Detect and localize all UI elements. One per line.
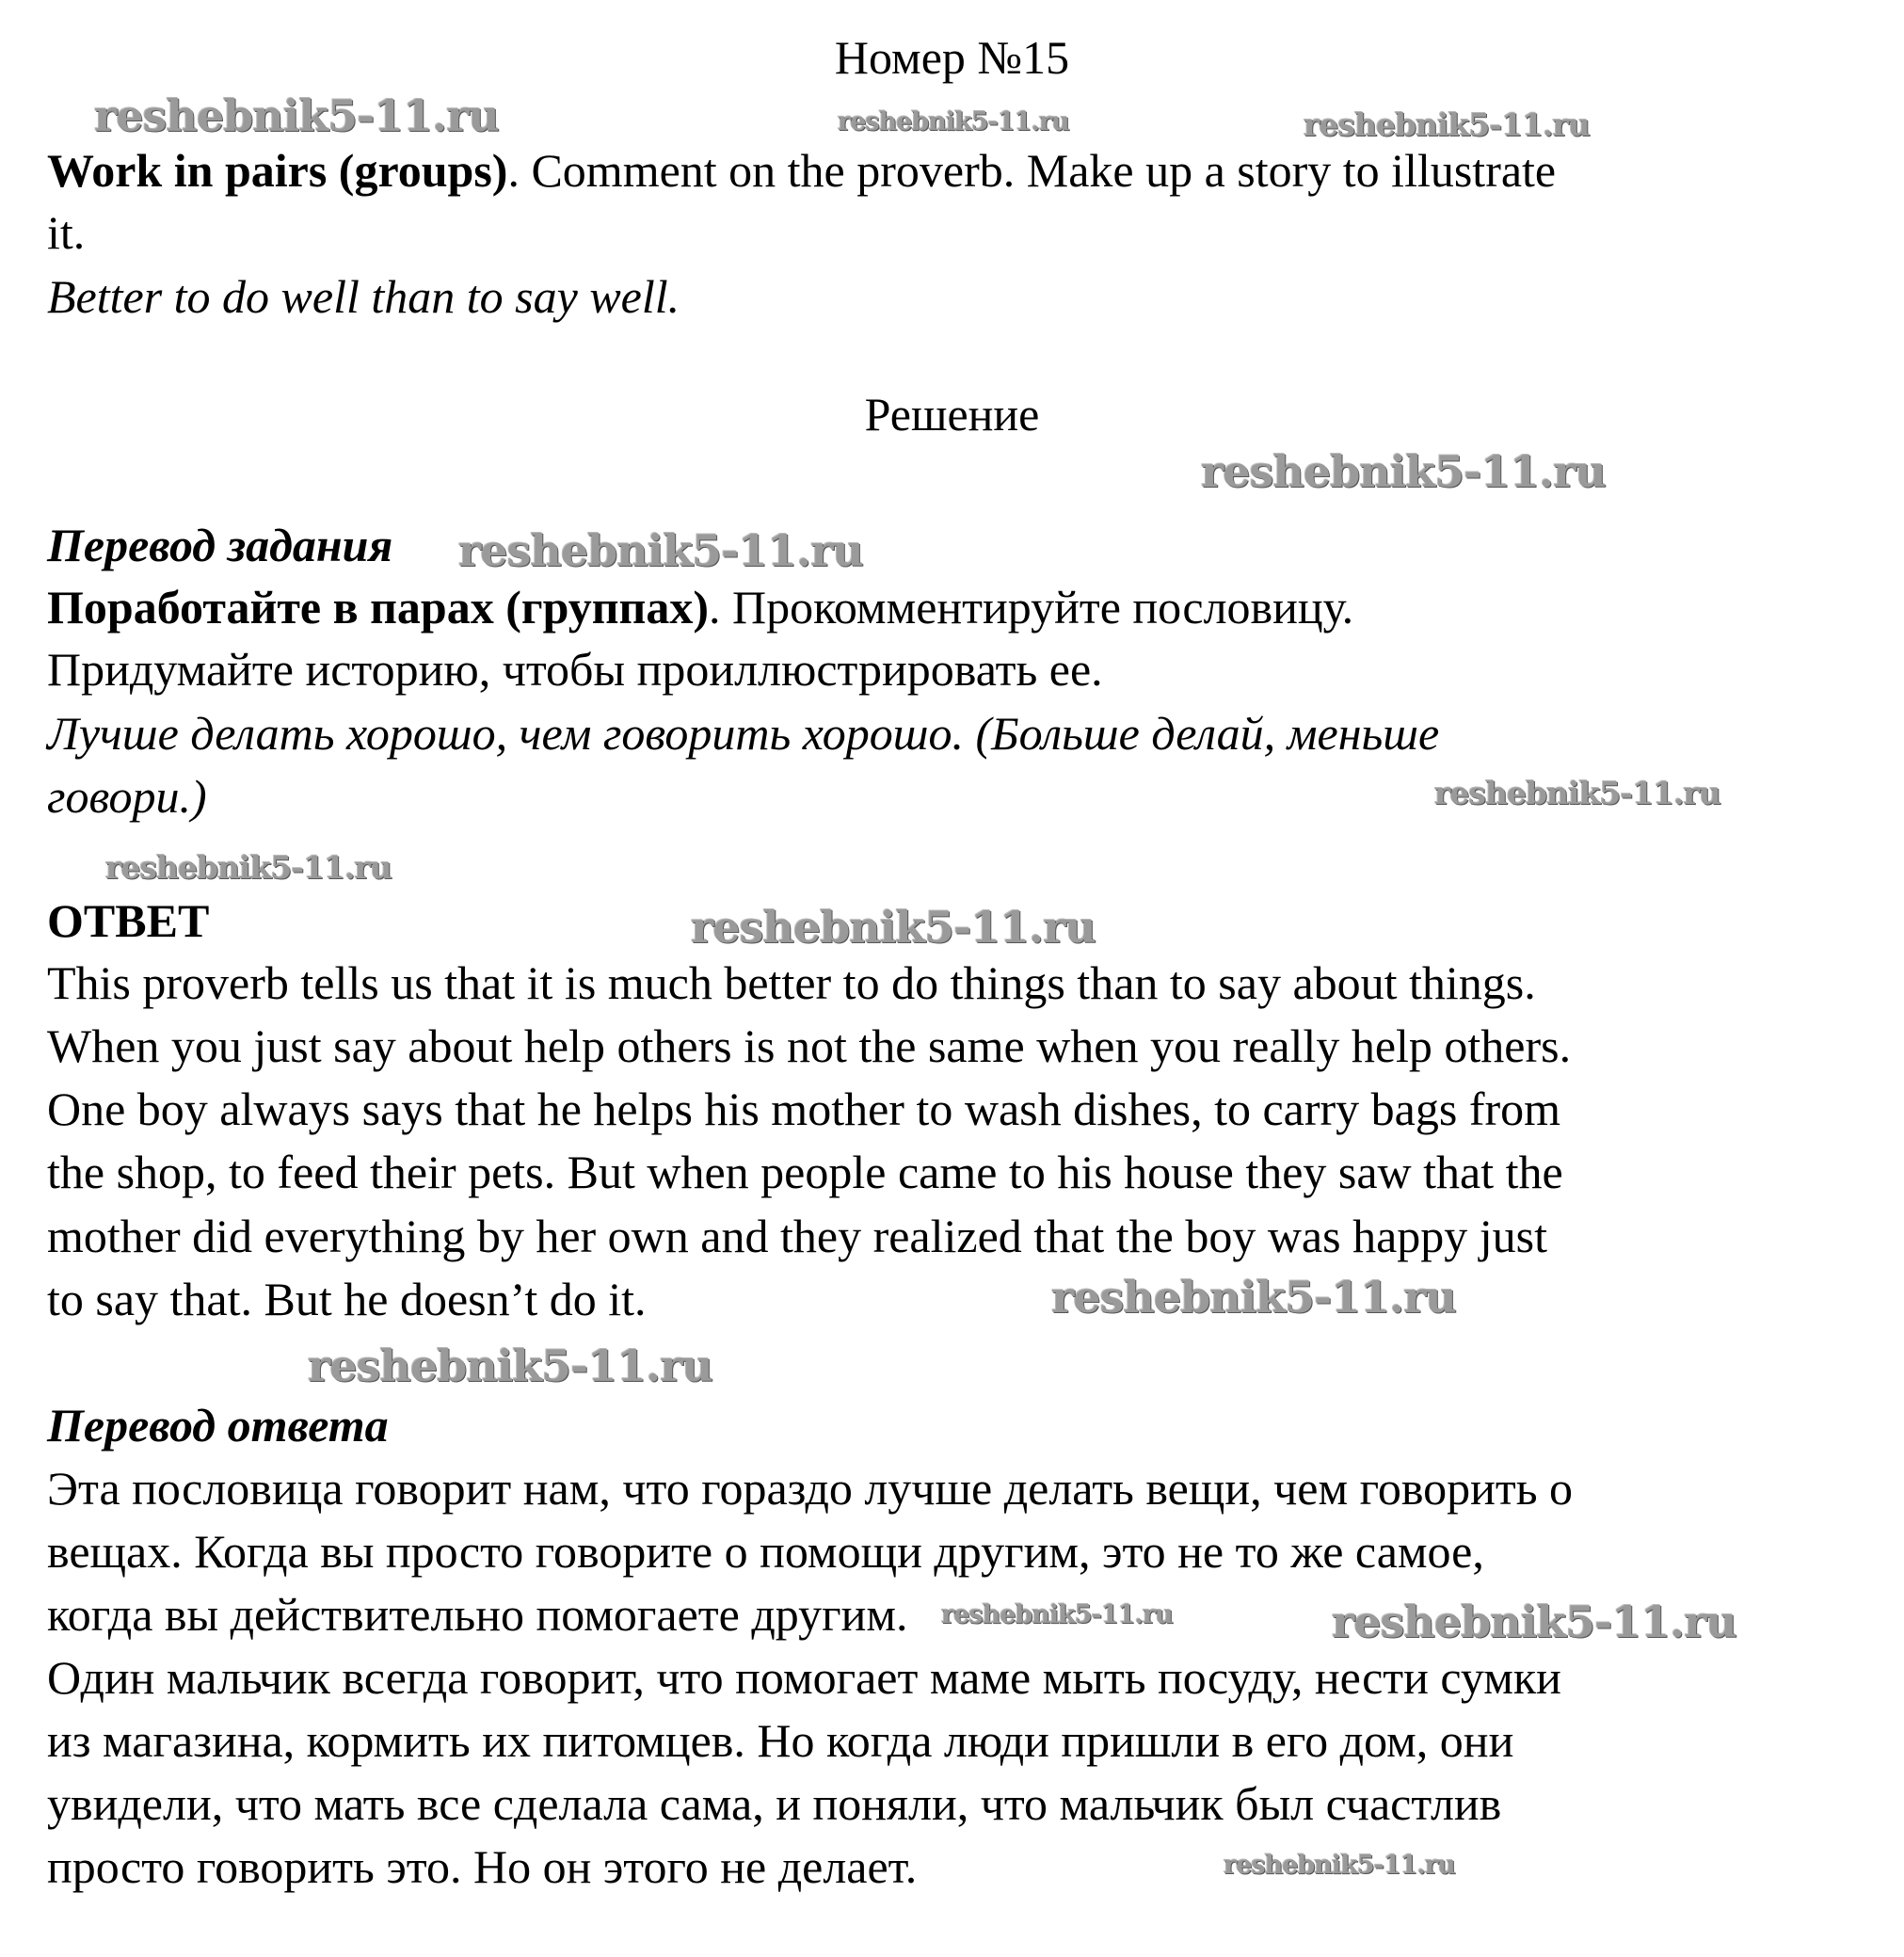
answer-heading: ОТВЕТ [47, 894, 210, 947]
watermark: reshebnik5-11.ru [94, 90, 499, 141]
answer-line: mother did everything by her own and they realized that the boy was happy just [47, 1210, 1548, 1262]
translation-answer-line: просто говорить это. Но он этого не делает. [47, 1840, 918, 1893]
watermark: reshebnik5-11.ru [691, 902, 1096, 953]
watermark: reshebnik5-11.ru [308, 1340, 712, 1391]
answer-line: One boy always says that he helps his mother to wash dishes, to carry bags from [47, 1083, 1561, 1135]
translation-answer-line: когда вы действительно помогаете другим. [47, 1588, 908, 1641]
translation-proverb-2: говори.) [47, 770, 207, 823]
answer-line: When you just say about help others is not the same when you really help others. [47, 1019, 1572, 1072]
translation-proverb-1: Лучше делать хорошо, чем говорить хорошо. (Больше делай, меньше [47, 707, 1440, 760]
task-line-1 [47, 144, 1557, 197]
watermark: reshebnik5-11.ru [1304, 106, 1590, 143]
translation-task-bold: Поработайте в парах (группах) [47, 581, 710, 634]
watermark: reshebnik5-11.ru [1201, 446, 1606, 497]
translation-answer-line: увидели, что мать все сделала сама, и поняли, что мальчик был счастлив [47, 1777, 1502, 1830]
watermark: reshebnik5-11.ru [1332, 1596, 1736, 1647]
answer-line: the shop, to feed their pets. But when people came to his house they saw that the [47, 1146, 1563, 1198]
watermark: reshebnik5-11.ru [105, 849, 392, 886]
task-bold: Work in pairs (groups) [47, 144, 508, 197]
translation-answer-line: из магазина, кормить их питомцев. Но когда люди пришли в его дом, они [47, 1714, 1514, 1767]
answer-line: to say that. But he doesn’t do it. [47, 1273, 647, 1325]
solution-heading: Решение [864, 388, 1040, 441]
translation-answer-line: Эта пословица говорит нам, что гораздо лучше делать вещи, чем говорить о [47, 1462, 1574, 1515]
watermark: reshebnik5-11.ru [1434, 775, 1720, 811]
watermark: reshebnik5-11.ru [1051, 1272, 1456, 1323]
translation-answer-line: Один мальчик всегда говорит, что помогает маме мыть посуду, нести сумки [47, 1651, 1561, 1704]
translation-task-heading: Перевод задания [47, 519, 393, 571]
watermark: reshebnik5-11.ru [941, 1600, 1173, 1629]
translation-task-line-2: Придумайте историю, чтобы проиллюстрировать ее. [47, 643, 1103, 696]
watermark: reshebnik5-11.ru [1224, 1851, 1455, 1880]
translation-task-rest: . Прокомментируйте пословицу. [709, 581, 1354, 634]
task-line-2: it. [47, 206, 86, 259]
watermark: reshebnik5-11.ru [838, 107, 1069, 136]
answer-line: This proverb tells us that it is much better to do things than to say about things. [47, 956, 1536, 1009]
translation-task-line-1 [47, 581, 1354, 634]
translation-answer-line: вещах. Когда вы просто говорите о помощи другим, это не то же самое, [47, 1525, 1484, 1578]
proverb: Better to do well than to say well. [47, 270, 680, 323]
watermark: reshebnik5-11.ru [458, 525, 863, 576]
page-title: Номер №15 [834, 31, 1070, 84]
translation-answer-heading: Перевод ответа [47, 1399, 389, 1452]
task-rest: . Comment on the proverb. Make up a story to illustrate [507, 144, 1557, 197]
